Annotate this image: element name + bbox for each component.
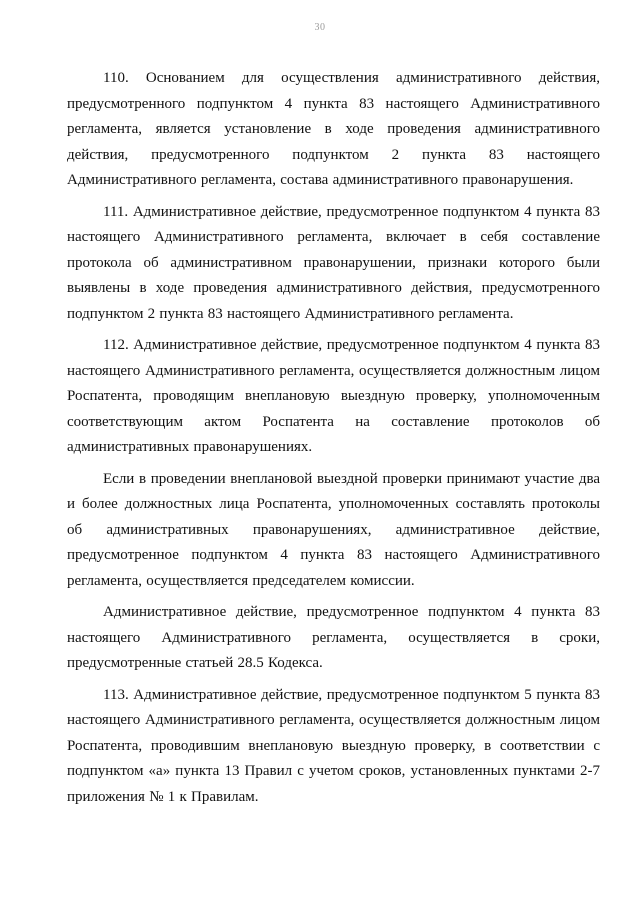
paragraph-111: 111. Административное действие, предусмотренное подпунктом 4 пункта 83 настоящего Административного регламента, включает в себя составление протокола об административном правонарушении, признаки которого были выявлены в ходе проведения административного действия, предусмотренного подпунктом 2 пункта 83 настоящего Административного регламента. <box>67 203 600 322</box>
paragraph-113: 113. Административное действие, предусмотренное подпунктом 5 пункта 83 настоящего Административного регламента, осуществляется должностным лицом Роспатента, проводившим внеплановую выездную проверку, в соответствии с подпунктом «а» пункта 13 Правил с учетом сроков, установленных пунктами 2-7 приложения № 1 к Правилам. <box>67 686 600 805</box>
paragraph-110: 110. Основанием для осуществления административного действия, предусмотренного подпунктом 4 пункта 83 настоящего Административного регламента, является установление в ходе проведения административного действия, предусмотренного подпунктом 2 пункта 83 настоящего Административного регламента, состава административного правонарушения. <box>67 70 600 188</box>
paragraph-112-terms: Административное действие, предусмотренное подпунктом 4 пункта 83 настоящего Административного регламента, осуществляется в сроки, предусмотренные статьей 28.5 Кодекса. <box>67 604 600 671</box>
paragraph-112-commission: Если в проведении внеплановой выездной проверки принимают участие два и более должностных лица Роспатента, уполномоченных составлять протоколы об административных правонарушениях, административное действие, предусмотренное подпунктом 4 пункта 83 настоящего Административного регламента, осуществляется председателем комиссии. <box>67 470 600 589</box>
document-body <box>67 66 600 810</box>
page-number: 30 <box>314 22 326 33</box>
paragraph-112: 112. Административное действие, предусмотренное подпунктом 4 пункта 83 настоящего Административного регламента, осуществляется должностным лицом Роспатента, проводящим внеплановую выездную проверку, уполномоченным соответствующим актом Роспатента на составление протоколов об административных правонарушениях. <box>67 337 600 455</box>
